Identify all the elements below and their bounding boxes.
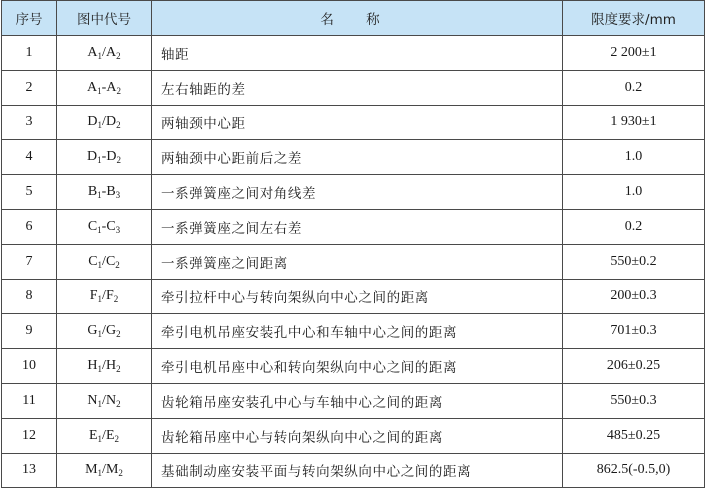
row-code (57, 453, 152, 488)
row-index: 4 (2, 140, 57, 175)
header-index: 序号 (2, 1, 57, 36)
code-b-subscript: 2 (114, 433, 119, 444)
row-index: 3 (2, 105, 57, 140)
row-index: 9 (2, 314, 57, 349)
table-row (2, 453, 705, 488)
row-code (57, 140, 152, 175)
code-a-subscript: 1 (97, 398, 103, 409)
row-limit: 0.2 (563, 209, 705, 244)
row-limit: 1 930±1 (563, 105, 705, 140)
row-index: 12 (2, 418, 57, 453)
code-a-subscript: 1 (97, 120, 103, 131)
row-name: 一系弹簧座之间左右差 (152, 209, 563, 244)
code-b-subscript: 3 (115, 190, 121, 201)
code-separator: / (102, 323, 106, 339)
row-name: 两轴颈中心距 (152, 105, 563, 140)
table-row (2, 36, 705, 71)
row-name: 基础制动座安装平面与转向架纵向中心之间的距离 (152, 453, 563, 488)
code-a-letter: A (87, 44, 98, 60)
code-a-subscript: 1 (97, 468, 103, 479)
row-index: 2 (2, 70, 57, 105)
row-name: 牵引电机吊座安装孔中心和车轴中心之间的距离 (152, 314, 563, 349)
code-a-letter: M (85, 462, 98, 478)
code-separator: / (102, 288, 106, 304)
row-code (57, 349, 152, 384)
code-separator: / (102, 358, 106, 374)
code-b-subscript: 2 (116, 364, 121, 375)
row-name: 齿轮箱吊座安装孔中心与车轴中心之间的距离 (152, 383, 563, 418)
code-separator: / (102, 44, 106, 60)
code-a-subscript: 1 (97, 190, 102, 201)
code-separator: - (101, 79, 107, 95)
code-b-subscript: 3 (115, 224, 121, 235)
row-limit: 1.0 (563, 140, 705, 175)
row-limit: 2 200±1 (563, 36, 705, 71)
table-row (2, 314, 705, 349)
code-b-subscript: 2 (116, 329, 121, 340)
row-code (57, 105, 152, 140)
row-code (57, 418, 152, 453)
table-row (2, 209, 705, 244)
code-b-subscript: 2 (116, 398, 121, 409)
code-b-subscript: 2 (116, 155, 121, 166)
header-code: 图中代号 (57, 1, 152, 36)
row-name: 牵引拉杆中心与转向架纵向中心之间的距离 (152, 279, 563, 314)
code-separator: / (102, 392, 106, 408)
code-a-letter: N (87, 392, 98, 408)
table-row (2, 175, 705, 210)
code-a-letter: C (88, 253, 98, 269)
row-limit: 550±0.3 (563, 383, 705, 418)
row-limit: 1.0 (563, 175, 705, 210)
code-b-subscript: 2 (113, 294, 119, 305)
code-a-letter: D (87, 149, 98, 165)
row-index: 7 (2, 244, 57, 279)
table-row (2, 279, 705, 314)
code-a-letter: D (87, 114, 98, 130)
row-code (57, 279, 152, 314)
header-limit: 限度要求/mm (563, 1, 705, 36)
code-a-subscript: 1 (97, 294, 103, 305)
code-b-subscript: 2 (116, 50, 121, 61)
row-name: 一系弹簧座之间对角线差 (152, 175, 563, 210)
row-name: 两轴颈中心距前后之差 (152, 140, 563, 175)
row-name: 牵引电机吊座中心和转向架纵向中心之间的距离 (152, 349, 563, 384)
table-row (2, 244, 705, 279)
table-row (2, 383, 705, 418)
code-b-subscript: 2 (116, 85, 121, 96)
code-separator: / (102, 253, 106, 269)
code-b-letter: C (105, 253, 116, 269)
code-b-letter: B (106, 184, 116, 200)
code-a-subscript: 1 (97, 85, 102, 96)
code-separator: / (102, 427, 106, 443)
table-body (2, 36, 705, 488)
row-limit: 862.5(-0.5,0) (563, 453, 705, 488)
table-row (2, 70, 705, 105)
code-b-subscript: 2 (116, 120, 121, 131)
row-name: 一系弹簧座之间距离 (152, 244, 563, 279)
table-row (2, 418, 705, 453)
header-name: 名 称 (152, 1, 563, 36)
row-index: 5 (2, 175, 57, 210)
code-b-letter: N (105, 392, 117, 408)
row-index: 8 (2, 279, 57, 314)
code-b-letter: M (105, 462, 119, 478)
row-name: 左右轴距的差 (152, 70, 563, 105)
code-a-letter: B (87, 184, 98, 200)
code-a-subscript: 1 (97, 224, 102, 235)
code-separator: - (101, 149, 107, 165)
spec-table-container (1, 0, 704, 488)
code-b-letter: F (105, 288, 114, 304)
code-b-letter: D (106, 149, 117, 165)
row-limit: 200±0.3 (563, 279, 705, 314)
code-b-letter: A (105, 44, 117, 60)
row-index: 13 (2, 453, 57, 488)
row-index: 11 (2, 383, 57, 418)
row-index: 6 (2, 209, 57, 244)
table-row (2, 105, 705, 140)
code-b-letter: A (106, 79, 117, 95)
code-b-subscript: 2 (115, 259, 120, 270)
row-code (57, 209, 152, 244)
code-b-letter: D (105, 114, 117, 130)
code-a-subscript: 1 (97, 433, 103, 444)
row-limit: 485±0.25 (563, 418, 705, 453)
code-a-letter: H (87, 358, 98, 374)
row-limit: 701±0.3 (563, 314, 705, 349)
row-limit: 0.2 (563, 70, 705, 105)
row-code (57, 36, 152, 71)
code-b-letter: E (105, 427, 115, 443)
code-a-subscript: 1 (97, 329, 103, 340)
row-limit: 550±0.2 (563, 244, 705, 279)
code-b-letter: H (105, 358, 117, 374)
row-code (57, 314, 152, 349)
code-separator: - (101, 184, 107, 200)
code-b-subscript: 2 (118, 468, 123, 479)
code-separator: - (101, 218, 107, 234)
code-a-letter: A (87, 79, 98, 95)
row-index: 10 (2, 349, 57, 384)
code-a-letter: E (88, 427, 98, 443)
spec-table (1, 0, 705, 488)
header-row (2, 1, 705, 36)
code-a-letter: G (87, 323, 98, 339)
code-a-subscript: 1 (97, 50, 103, 61)
code-a-subscript: 1 (97, 364, 103, 375)
code-a-letter: C (87, 218, 98, 234)
table-row (2, 349, 705, 384)
code-separator: / (102, 462, 106, 478)
row-limit: 206±0.25 (563, 349, 705, 384)
code-a-letter: F (89, 288, 98, 304)
row-index: 1 (2, 36, 57, 71)
row-code (57, 244, 152, 279)
code-separator: / (102, 114, 106, 130)
code-a-subscript: 1 (97, 259, 103, 270)
row-code (57, 175, 152, 210)
row-code (57, 383, 152, 418)
table-row (2, 140, 705, 175)
code-b-letter: G (105, 323, 117, 339)
row-code (57, 70, 152, 105)
code-b-letter: C (106, 218, 116, 234)
row-name: 轴距 (152, 36, 563, 71)
code-a-subscript: 1 (97, 155, 102, 166)
row-name: 齿轮箱吊座中心与转向架纵向中心之间的距离 (152, 418, 563, 453)
